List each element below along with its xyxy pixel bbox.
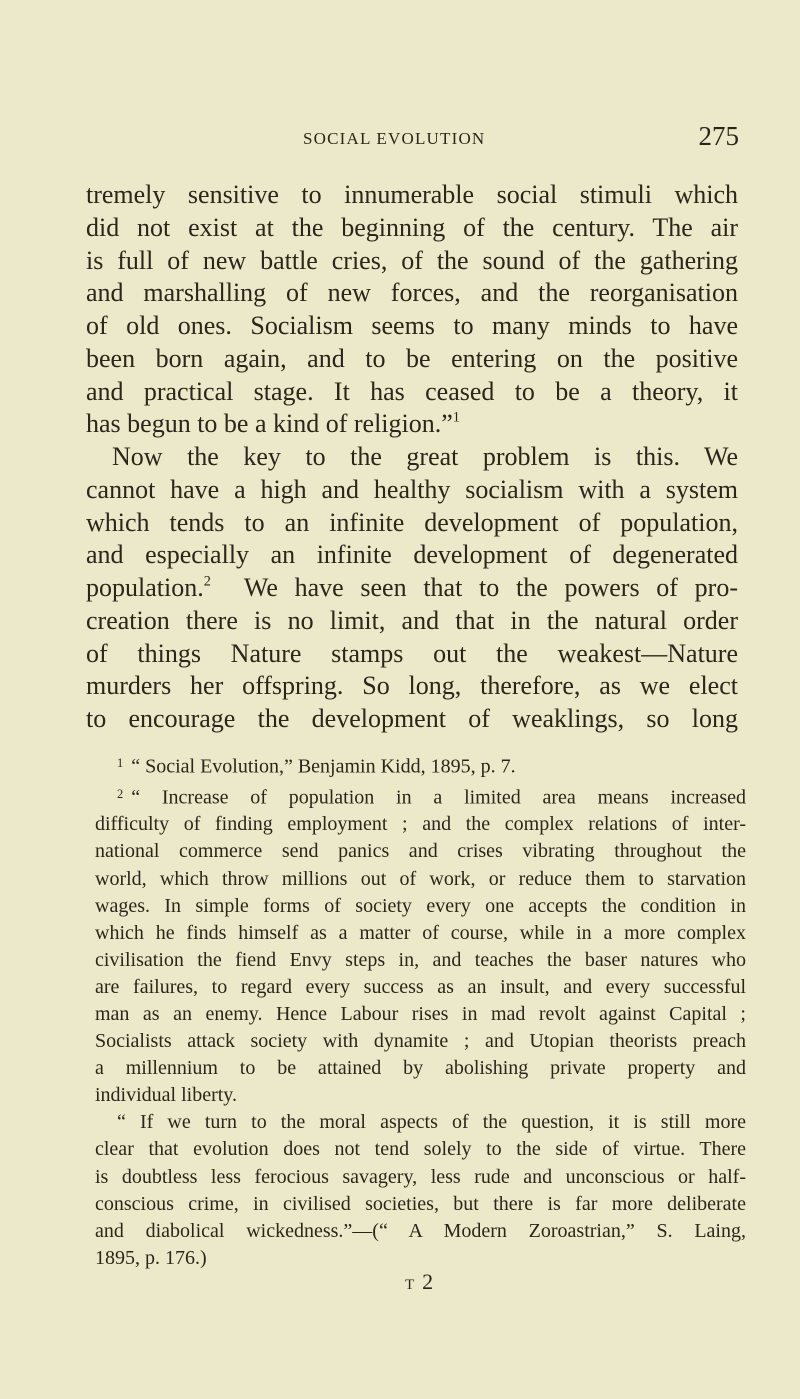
footnote-ref-2[interactable]: 2 [203,573,211,590]
footnote-line: difficulty of finding employment ; and the complex relations of inter- [95,813,746,836]
footnote-line: a millennium to be attained by abolishing private property and [95,1057,746,1080]
text-line: did not exist at the beginning of the century. The air [86,212,738,242]
footnote-line: is doubtless less ferocious savagery, less rude and unconscious or half- [95,1165,746,1188]
text-line: and marshalling of new forces, and the reorganisation [86,278,738,308]
footnote-line: clear that evolution does not tend solely to the side of virtue. There [95,1138,746,1161]
text-line: Now the key to the great problem is this. We [112,442,738,471]
text-line [86,408,738,441]
footnote-ref-1[interactable]: 1 [452,409,460,426]
footnote-line: are failures, to regard every success as an insult, and every successful [95,975,746,998]
text-line [86,572,738,605]
footnote-line: which he finds himself as a matter of course, while in a more complex [95,921,746,944]
text-line: creation there is no limit, and that in the natural order [86,605,738,635]
footnote-line: individual liberty. [95,1084,238,1107]
text-line: to encourage the development of weaklings, so long [86,704,738,733]
footnote-number: 1 [117,756,124,770]
footnotes [95,750,746,1272]
footnote-text: “ Increase of population in a limited area means increased [131,786,746,809]
footnote-line: conscious crime, in civilised societies, but there is far more deliberate [95,1192,746,1215]
text-line: murders her offspring. So long, therefore, as we elect [86,671,738,701]
text-segment: population. [86,573,204,602]
text-segment: We have seen that to the powers of pro- [243,573,738,602]
text-line: which tends to an infinite development of population, [86,507,738,537]
running-head [0,121,800,151]
text-line: been born again, and to be entering on the positive [86,343,738,373]
text-line: of old ones. Socialism seems to many minds to have [86,311,738,340]
text-line: cannot have a high and healthy socialism with a system [86,474,738,504]
footnote-line: man as an enemy. Hence Labour rises in mad revolt against Capital ; [95,1003,746,1025]
text-line: is full of new battle cries, of the sound of the gathering [86,245,738,275]
footnote-line: 1895, p. 176.) [95,1246,207,1269]
text-line: tremely sensitive to innumerable social stimuli which [86,180,738,209]
footnote-line: and diabolical wickedness.”—(“ A Modern Zoroastrian,” S. Laing, [95,1219,746,1242]
footnote-line: civilisation the fiend Envy steps in, and teaches the baser natures who [95,948,746,971]
footnote-2-line [95,781,746,812]
footnote-line: national commerce send panics and crises vibrating throughout the [95,840,746,863]
signature-mark [405,1268,433,1299]
text-line: and practical stage. It has ceased to be a theory, it [86,376,738,406]
body-text [86,179,738,736]
text-line: of things Nature stamps out the weakest—Nature [86,638,738,668]
page-number: 275 [698,121,739,151]
signature-letter: T [405,1277,415,1293]
text-segment: has begun to be a kind of religion.” [86,409,453,439]
signature-number: 2 [422,1269,434,1294]
footnote-line: wages. In simple forms of society every one accepts the condition in [95,894,746,917]
footnote-line: Socialists attack society with dynamite ; and Utopian theorists preach [95,1030,746,1053]
footnote-1 [95,750,746,781]
footnote-number: 2 [117,786,124,801]
footnote-text: “ Social Evolution,” Benjamin Kidd, 1895, p. 7. [131,755,516,778]
running-head-title: SOCIAL EVOLUTION [303,129,486,148]
text-line: and especially an infinite development of degenerated [86,540,738,570]
footnote-line: world, which throw millions out of work, or reduce them to starvation [95,867,746,890]
footnote-line: “ If we turn to the moral aspects of the question, it is still more [117,1111,746,1134]
